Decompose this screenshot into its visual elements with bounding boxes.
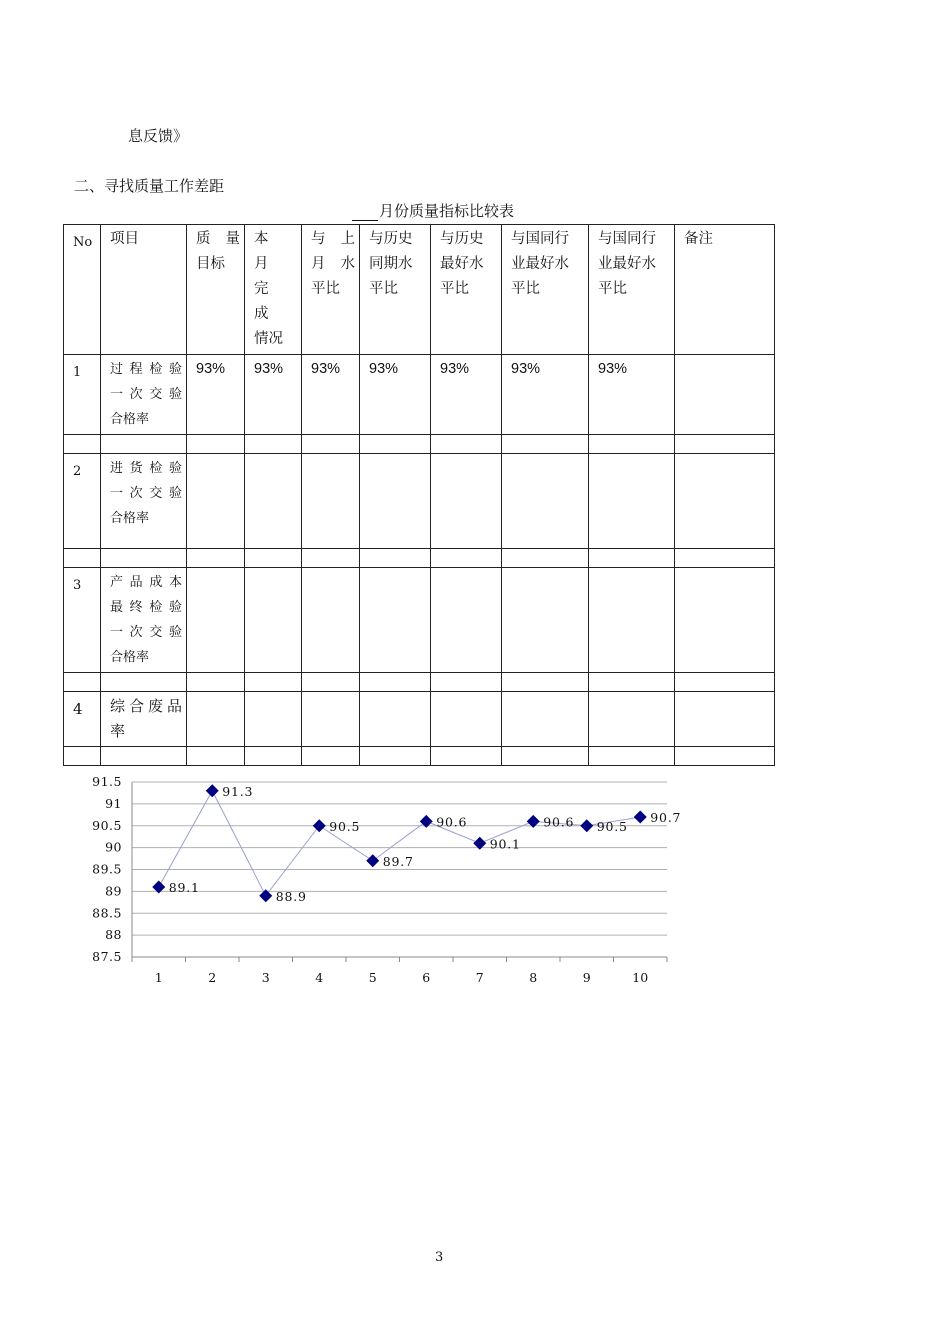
- data-point: [206, 784, 219, 797]
- value-cell: 93%: [360, 355, 431, 435]
- header-line: 完 成: [254, 281, 283, 322]
- y-tick-label: 88.5: [92, 905, 122, 921]
- row-number: 1: [64, 355, 101, 435]
- data-label: 90.5: [596, 818, 628, 834]
- row-number: 4: [64, 692, 101, 747]
- y-tick-label: 90.5: [92, 817, 122, 833]
- data-label: 90.5: [329, 818, 361, 834]
- item-line: 一次交验: [110, 625, 182, 640]
- x-tick-label: 8: [529, 970, 538, 985]
- header-line: 平比: [511, 281, 540, 297]
- data-label: 90.6: [436, 814, 468, 830]
- data-point: [366, 854, 379, 867]
- item-line: 最终检验: [110, 600, 182, 615]
- item-line: 综合废品: [110, 697, 182, 715]
- data-point: [313, 819, 326, 832]
- item-line: 合格率: [110, 650, 150, 665]
- x-tick-label: 7: [475, 970, 484, 985]
- value-cell: 93%: [431, 355, 502, 435]
- y-tick-label: 89: [105, 883, 122, 899]
- data-label: 90.7: [650, 810, 682, 825]
- header-line: 平比: [369, 281, 398, 297]
- x-tick-label: 9: [582, 970, 591, 985]
- item-line: 率: [110, 722, 126, 740]
- header-line: 与 上: [311, 231, 355, 247]
- section-heading: 二、寻找质量工作差距: [74, 177, 225, 195]
- item-line: 一次交验: [110, 387, 182, 402]
- x-tick-label: 2: [208, 970, 217, 985]
- header-line: 本 月: [254, 231, 283, 272]
- data-label: 90.1: [489, 836, 521, 852]
- item-line: 合格率: [110, 511, 150, 526]
- y-tick-label: 87.5: [92, 949, 122, 964]
- continuation-text: 息反馈》: [128, 127, 189, 145]
- item-line: 一次交验: [110, 486, 182, 501]
- header-line: 情况: [254, 331, 283, 347]
- item-line: 过程检验: [110, 362, 182, 377]
- x-tick-label: 10: [632, 970, 649, 985]
- header-line: 质 量: [196, 231, 240, 247]
- page-number: 3: [435, 1250, 444, 1265]
- item-line: 进货检验: [110, 461, 182, 476]
- header-line: 备注: [684, 231, 713, 247]
- y-tick-label: 91: [105, 795, 122, 811]
- x-tick-label: 1: [154, 970, 163, 985]
- header-line: 目标: [196, 256, 225, 272]
- header-line: 业最好水: [598, 256, 656, 272]
- header-line: 平比: [440, 281, 469, 297]
- data-label: 90.6: [543, 814, 575, 830]
- header-line: 平比: [598, 281, 627, 297]
- header-line: 月 水: [311, 256, 355, 272]
- value-cell: 93%: [302, 355, 360, 435]
- x-tick-label: 4: [315, 970, 324, 985]
- y-tick-label: 90: [105, 839, 122, 855]
- y-tick-label: 88: [105, 927, 122, 943]
- x-tick-label: 5: [368, 970, 377, 985]
- row-number: 3: [64, 568, 101, 673]
- item-line: 合格率: [110, 412, 150, 427]
- header-line: 与历史: [440, 231, 484, 247]
- value-cell: 93%: [502, 355, 589, 435]
- item-line: 产品成本: [110, 575, 182, 590]
- value-cell: 93%: [245, 355, 302, 435]
- header-line: 平比: [311, 281, 340, 297]
- y-tick-label: 91.5: [92, 774, 122, 789]
- header-line: 与国同行: [511, 231, 569, 247]
- header-line: No: [73, 235, 93, 250]
- x-tick-label: 3: [261, 970, 270, 985]
- data-label: 89.7: [382, 853, 414, 869]
- table-caption-text: 月份质量指标比较表: [379, 202, 515, 220]
- header-line: 业最好水: [511, 256, 569, 272]
- data-label: 91.3: [222, 783, 254, 799]
- header-line: 最好水: [440, 256, 484, 272]
- x-tick-label: 6: [422, 970, 431, 985]
- series-line: [159, 791, 641, 896]
- data-point: [580, 819, 593, 832]
- header-line: 与历史: [369, 231, 413, 247]
- data-label: 88.9: [275, 888, 307, 904]
- data-label: 89.1: [168, 880, 200, 895]
- data-point: [634, 811, 647, 824]
- header-line: 项目: [110, 231, 139, 247]
- header-line: 与国同行: [598, 231, 656, 247]
- value-cell: 93%: [589, 355, 675, 435]
- header-line: 同期水: [369, 256, 413, 272]
- row-number: 2: [64, 454, 101, 549]
- value-cell: 93%: [187, 355, 245, 435]
- y-tick-label: 89.5: [92, 861, 122, 877]
